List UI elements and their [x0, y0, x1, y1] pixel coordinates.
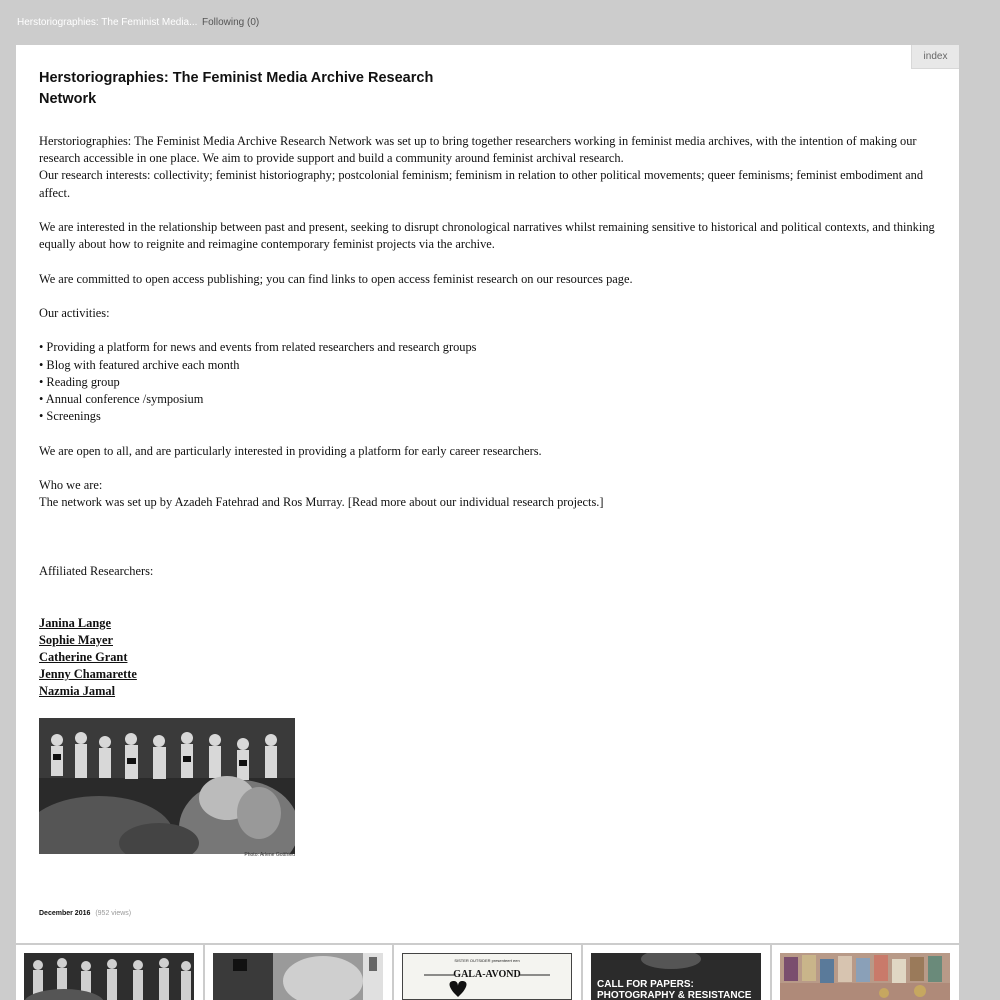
activity-item: • Screenings	[39, 409, 101, 424]
open-access-paragraph: We are committed to open access publishing; you can find links to open access feminist research on our resources page.	[39, 271, 633, 286]
page-body	[39, 133, 939, 701]
researcher-link[interactable]: Nazmia Jamal	[39, 684, 116, 699]
thumbnail-image[interactable]	[780, 953, 950, 1000]
cfp-title: CALL FOR PAPERS: PHOTOGRAPHY & RESISTANCE	[597, 979, 752, 1000]
following-link[interactable]: Following (0)	[202, 17, 260, 28]
activity-item: • Annual conference /symposium	[39, 391, 204, 406]
site-title-link[interactable]: Herstoriographies: The Feminist Media...	[17, 17, 198, 28]
researcher-link[interactable]: Janina Lange	[39, 615, 111, 630]
content-panel	[16, 45, 959, 943]
archive-photo	[39, 718, 295, 854]
thumbnail-card[interactable]	[583, 945, 770, 1000]
affiliated-heading: Affiliated Researchers:	[39, 563, 154, 578]
gala-title: GALA-AVOND	[453, 969, 521, 980]
activity-item: • Reading group	[39, 374, 120, 389]
view-count: (952 views)	[95, 910, 132, 917]
index-tab[interactable]: index	[911, 45, 959, 69]
thumbnail-strip	[16, 945, 959, 1000]
thumbnail-card[interactable]	[394, 945, 581, 1000]
researcher-link[interactable]: Sophie Mayer	[39, 632, 113, 647]
researcher-list	[39, 615, 939, 701]
intro-paragraph: Herstoriographies: The Feminist Media Archive Research Network was set up to bring together researchers working in feminist media archives, with the intention of making our research accessible in one place. We aim to provide support and build a community around feminist archival research.	[39, 134, 917, 166]
activity-item: • Blog with featured archive each month	[39, 357, 240, 372]
activities-heading: Our activities:	[39, 305, 110, 320]
interest-paragraph: We are interested in the relationship between past and present, seeking to disrupt chronological narratives whilst remaining sensitive to historical and political contexts, and thinking equally about how to reignite and reimagine contemporary feminist projects via the archive.	[39, 220, 935, 252]
page-title: Herstoriographies: The Feminist Media Archive Research Network	[39, 70, 434, 107]
thumbnail-card[interactable]	[772, 945, 959, 1000]
researcher-link[interactable]: Catherine Grant	[39, 649, 128, 664]
thumbnail-image[interactable]	[213, 953, 383, 1000]
who-heading: Who we are:	[39, 477, 103, 492]
thumbnail-image[interactable]	[591, 953, 761, 1000]
who-text: The network was set up by Azadeh Fatehrad and Ros Murray. [Read more about our individual research projects.]	[39, 495, 604, 510]
thumbnail-image[interactable]	[402, 953, 572, 1000]
gala-subtitle: SISTER OUTSIDER presenteert een	[454, 958, 520, 963]
post-meta	[39, 910, 131, 917]
photo-credit: Photo: Arlene Gottfried	[244, 852, 295, 858]
open-to-all-paragraph: We are open to all, and are particularly interested in providing a platform for early career researchers.	[39, 443, 542, 458]
researcher-link[interactable]: Jenny Chamarette	[39, 667, 137, 682]
research-interests: Our research interests: collectivity; feminist historiography; postcolonial feminism; feminism in relation to other political movements; queer feminisms; feminist embodiment and affect.	[39, 168, 924, 200]
thumbnail-card[interactable]	[205, 945, 392, 1000]
thumbnail-image[interactable]	[24, 953, 194, 1000]
post-date[interactable]: December 2016	[39, 910, 91, 917]
activity-item: • Providing a platform for news and events from related researchers and research groups	[39, 340, 477, 355]
top-bar	[0, 0, 1000, 45]
thumbnail-card[interactable]	[16, 945, 203, 1000]
